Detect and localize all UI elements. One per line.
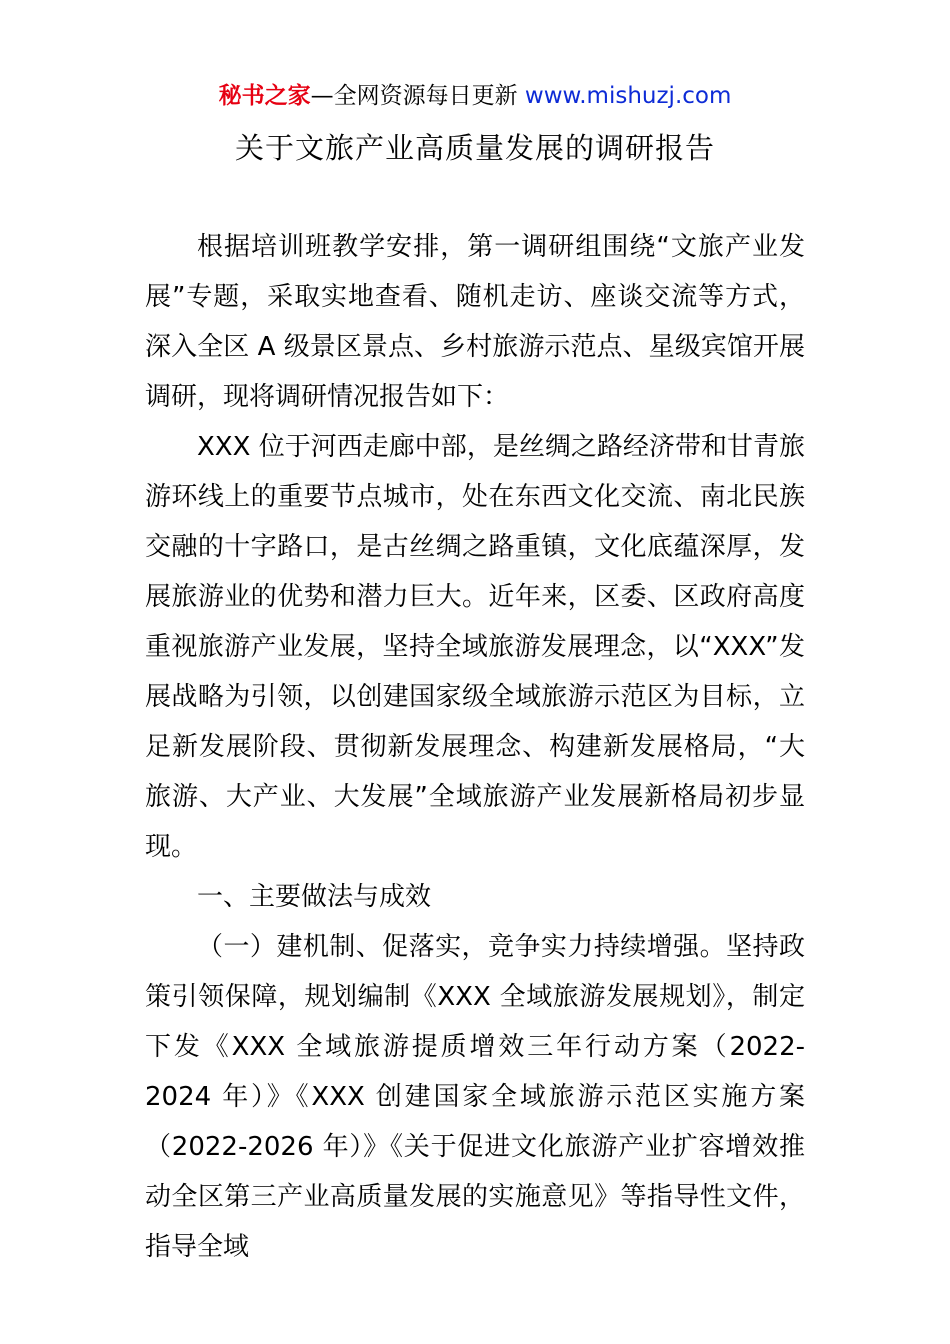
site-header (0, 80, 950, 112)
site-url[interactable]: www.mishuzj.com (524, 83, 732, 109)
paragraph-background: XXX 位于河西走廊中部，是丝绸之路经济带和甘青旅游环线上的重要节点城市，处在东西文化交流、南北民族交融的十字路口，是古丝绸之路重镇，文化底蕴深厚，发展旅游业的优势和潜力巨大。近年来，区委、区政府高度重视旅游产业发展，坚持全域旅游发展理念，以“XXX”发展战略为引领，以创建国家级全域旅游示范区为目标，立足新发展阶段、贯彻新发展理念、构建新发展格局，“大旅游、大产业、大发展”全域旅游产业发展新格局初步显现。 (145, 432, 805, 862)
paragraph-subsection-1: （一）建机制、促落实，竞争实力持续增强。坚持政策引领保障，规划编制《XXX 全域旅游发展规划》，制定下发《XXX 全域旅游提质增效三年行动方案（2022-2024 年）》《XXX 创建国家全域旅游示范区实施方案（2022-2026 年）》《关于促进文化旅游产业扩容增效推动全区第三产业高质量发展的实施意见》等指导性文件，指导全域 (145, 932, 805, 1262)
document-title: 关于文旅产业高质量发展的调研报告 (234, 131, 715, 165)
paragraph-intro: 根据培训班教学安排，第一调研组围绕“文旅产业发展”专题，采取实地查看、随机走访、座谈交流等方式，深入全区 A 级景区景点、乡村旅游示范点、星级宾馆开展调研，现将调研情况报告如下： (145, 232, 805, 412)
document-body (145, 222, 805, 1272)
section-heading: 一、主要做法与成效 (197, 882, 432, 912)
site-tagline: —全网资源每日更新 (310, 83, 525, 109)
site-brand: 秘书之家 (218, 83, 311, 109)
